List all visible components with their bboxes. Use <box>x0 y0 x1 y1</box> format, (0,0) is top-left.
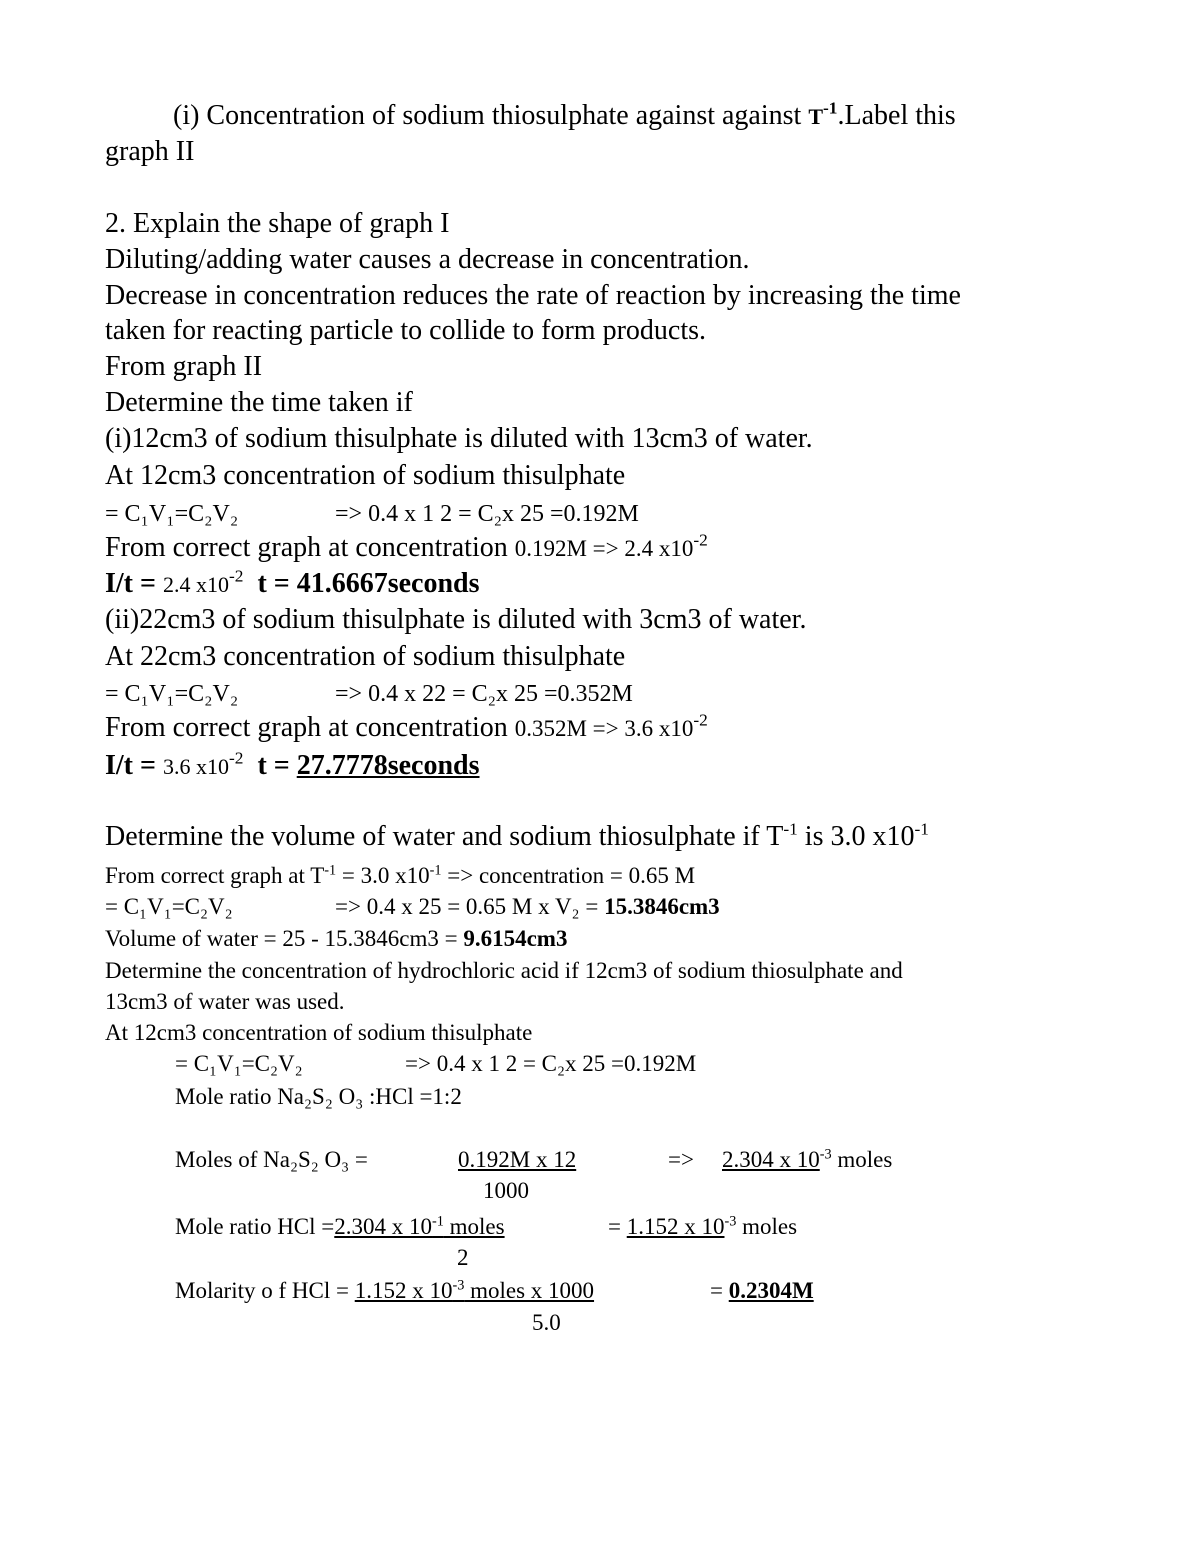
fraction-numerator: 0.192M x 12 <box>458 1147 577 1172</box>
text: (i) Concentration of sodium thiosulphate against against <box>173 100 809 131</box>
mole-ratio-result <box>608 1213 797 1241</box>
text: t = 41.6667seconds <box>257 568 480 599</box>
text: = 3.0 x10 <box>336 863 430 888</box>
text-line: Determine the time taken if <box>105 387 413 418</box>
text: 0.352M => 3.6 x10 <box>514 716 694 741</box>
text: 2.304 x 10 <box>722 1147 820 1172</box>
text: Molarity o f HCl = <box>175 1278 355 1303</box>
text: = <box>710 1278 729 1303</box>
text: => concentration = 0.65 M <box>441 863 696 888</box>
superscript: -2 <box>693 710 708 730</box>
text: => 0.4 x 22 = C₂x 25 =0.352M <box>335 681 633 707</box>
text: = C₁V₁=C₂V₂ <box>105 501 239 527</box>
text: 2.304 x 10 <box>334 1214 433 1239</box>
superscript: -1 <box>783 819 798 839</box>
superscript: -1 <box>432 1213 444 1230</box>
moles-result <box>722 1146 892 1174</box>
text-line <box>105 532 708 565</box>
text: From correct graph at concentration <box>105 532 515 563</box>
question-graph-ii <box>173 100 956 133</box>
text: I/t = <box>105 568 163 599</box>
text: 9.6154cm3 <box>463 926 568 951</box>
equation-line <box>175 1050 697 1078</box>
text: 0.2304M <box>728 1278 814 1303</box>
text: = C₁V₁=C₂V₂ <box>105 894 233 919</box>
text-line: Mole ratio Na₂S₂ O₃ :HCl =1:2 <box>175 1084 462 1109</box>
text: I/t = <box>105 750 163 781</box>
equation-line <box>105 500 639 528</box>
text-line: At 12cm3 concentration of sodium thisulphate <box>105 460 626 491</box>
text: Mole ratio HCl = <box>175 1214 335 1239</box>
text: .Label this <box>837 100 956 131</box>
text: 1.152 x 10 <box>354 1278 453 1303</box>
superscript: -2 <box>228 566 244 586</box>
superscript: -1 <box>429 862 442 879</box>
text: From correct graph at T <box>105 863 325 888</box>
text: = C₁V₁=C₂V₂ <box>105 681 239 707</box>
superscript: -1 <box>823 98 838 118</box>
text: => 0.4 x 1 2 = C₂x 25 =0.192M <box>335 501 639 527</box>
text-line <box>105 862 695 890</box>
text: 3.6 x10 <box>162 754 229 779</box>
text: moles <box>831 1147 893 1172</box>
text-line: taken for reacting particle to collide to form products. <box>105 315 707 346</box>
text: is 3.0 x10 <box>797 821 915 852</box>
text: moles x 1000 <box>464 1278 595 1303</box>
text-line <box>105 821 929 853</box>
text: => <box>668 1147 694 1172</box>
text-line: At 12cm3 concentration of sodium thisulphate <box>105 1020 533 1045</box>
text: 0.192M => 2.4 x10 <box>514 536 694 561</box>
text: Determine the volume of water and sodium thiosulphate if T <box>105 821 784 852</box>
fraction-denominator: 5.0 <box>532 1310 561 1335</box>
text-line: 13cm3 of water was used. <box>105 989 345 1014</box>
text: t = <box>257 750 297 781</box>
equation-line <box>105 893 720 921</box>
superscript: -3 <box>452 1277 465 1294</box>
section-heading: 2. Explain the shape of graph I <box>105 208 450 239</box>
text-line <box>105 712 708 745</box>
text-line: (i)12cm3 of sodium thisulphate is diluted with 13cm3 of water. <box>105 423 813 454</box>
superscript: -2 <box>693 530 708 550</box>
molarity-result <box>710 1277 814 1305</box>
fraction-denominator: 1000 <box>483 1178 529 1203</box>
text: Volume of water = 25 - 15.3846cm3 = <box>105 926 464 951</box>
text-line: Determine the concentration of hydrochloric acid if 12cm3 of sodium thiosulphate and <box>105 958 903 983</box>
text: = C₁V₁=C₂V₂ <box>175 1051 303 1076</box>
superscript: -1 <box>914 819 929 839</box>
text-line: From graph II <box>105 351 263 382</box>
text-line <box>105 925 567 953</box>
mole-ratio-line <box>175 1213 505 1241</box>
superscript: -3 <box>819 1146 832 1163</box>
text-line: graph II <box>105 136 195 167</box>
text: => 0.4 x 25 = 0.65 M x V₂ = <box>335 894 605 919</box>
text-line: Decrease in concentration reduces the rate of reaction by increasing the time <box>105 280 961 311</box>
result-line <box>105 568 480 601</box>
text: => 0.4 x 1 2 = C₂x 25 =0.192M <box>405 1051 697 1076</box>
fraction-denominator: 2 <box>457 1245 469 1270</box>
text: 27.7778seconds <box>296 750 480 781</box>
text: 15.3846cm3 <box>604 894 720 919</box>
moles-label: Moles of Na₂S₂ O₃ = <box>175 1147 368 1172</box>
molarity-line <box>175 1277 594 1305</box>
text: From correct graph at concentration <box>105 712 515 743</box>
text: 2.4 x10 <box>162 572 229 597</box>
text-line: (ii)22cm3 of sodium thisulphate is diluted with 3cm3 of water. <box>105 604 807 635</box>
text-line: At 22cm3 concentration of sodium thisulphate <box>105 641 626 672</box>
superscript: -2 <box>228 748 244 768</box>
result-line <box>105 750 480 783</box>
text: moles <box>736 1214 798 1239</box>
text: moles <box>443 1214 505 1239</box>
text-line: Diluting/adding water causes a decrease in concentration. <box>105 244 750 275</box>
superscript: -3 <box>724 1213 737 1230</box>
text: 1.152 x 10 <box>626 1214 725 1239</box>
equation-line <box>105 680 633 708</box>
text: = <box>608 1214 627 1239</box>
text: T <box>808 104 824 129</box>
superscript: -1 <box>324 862 337 879</box>
